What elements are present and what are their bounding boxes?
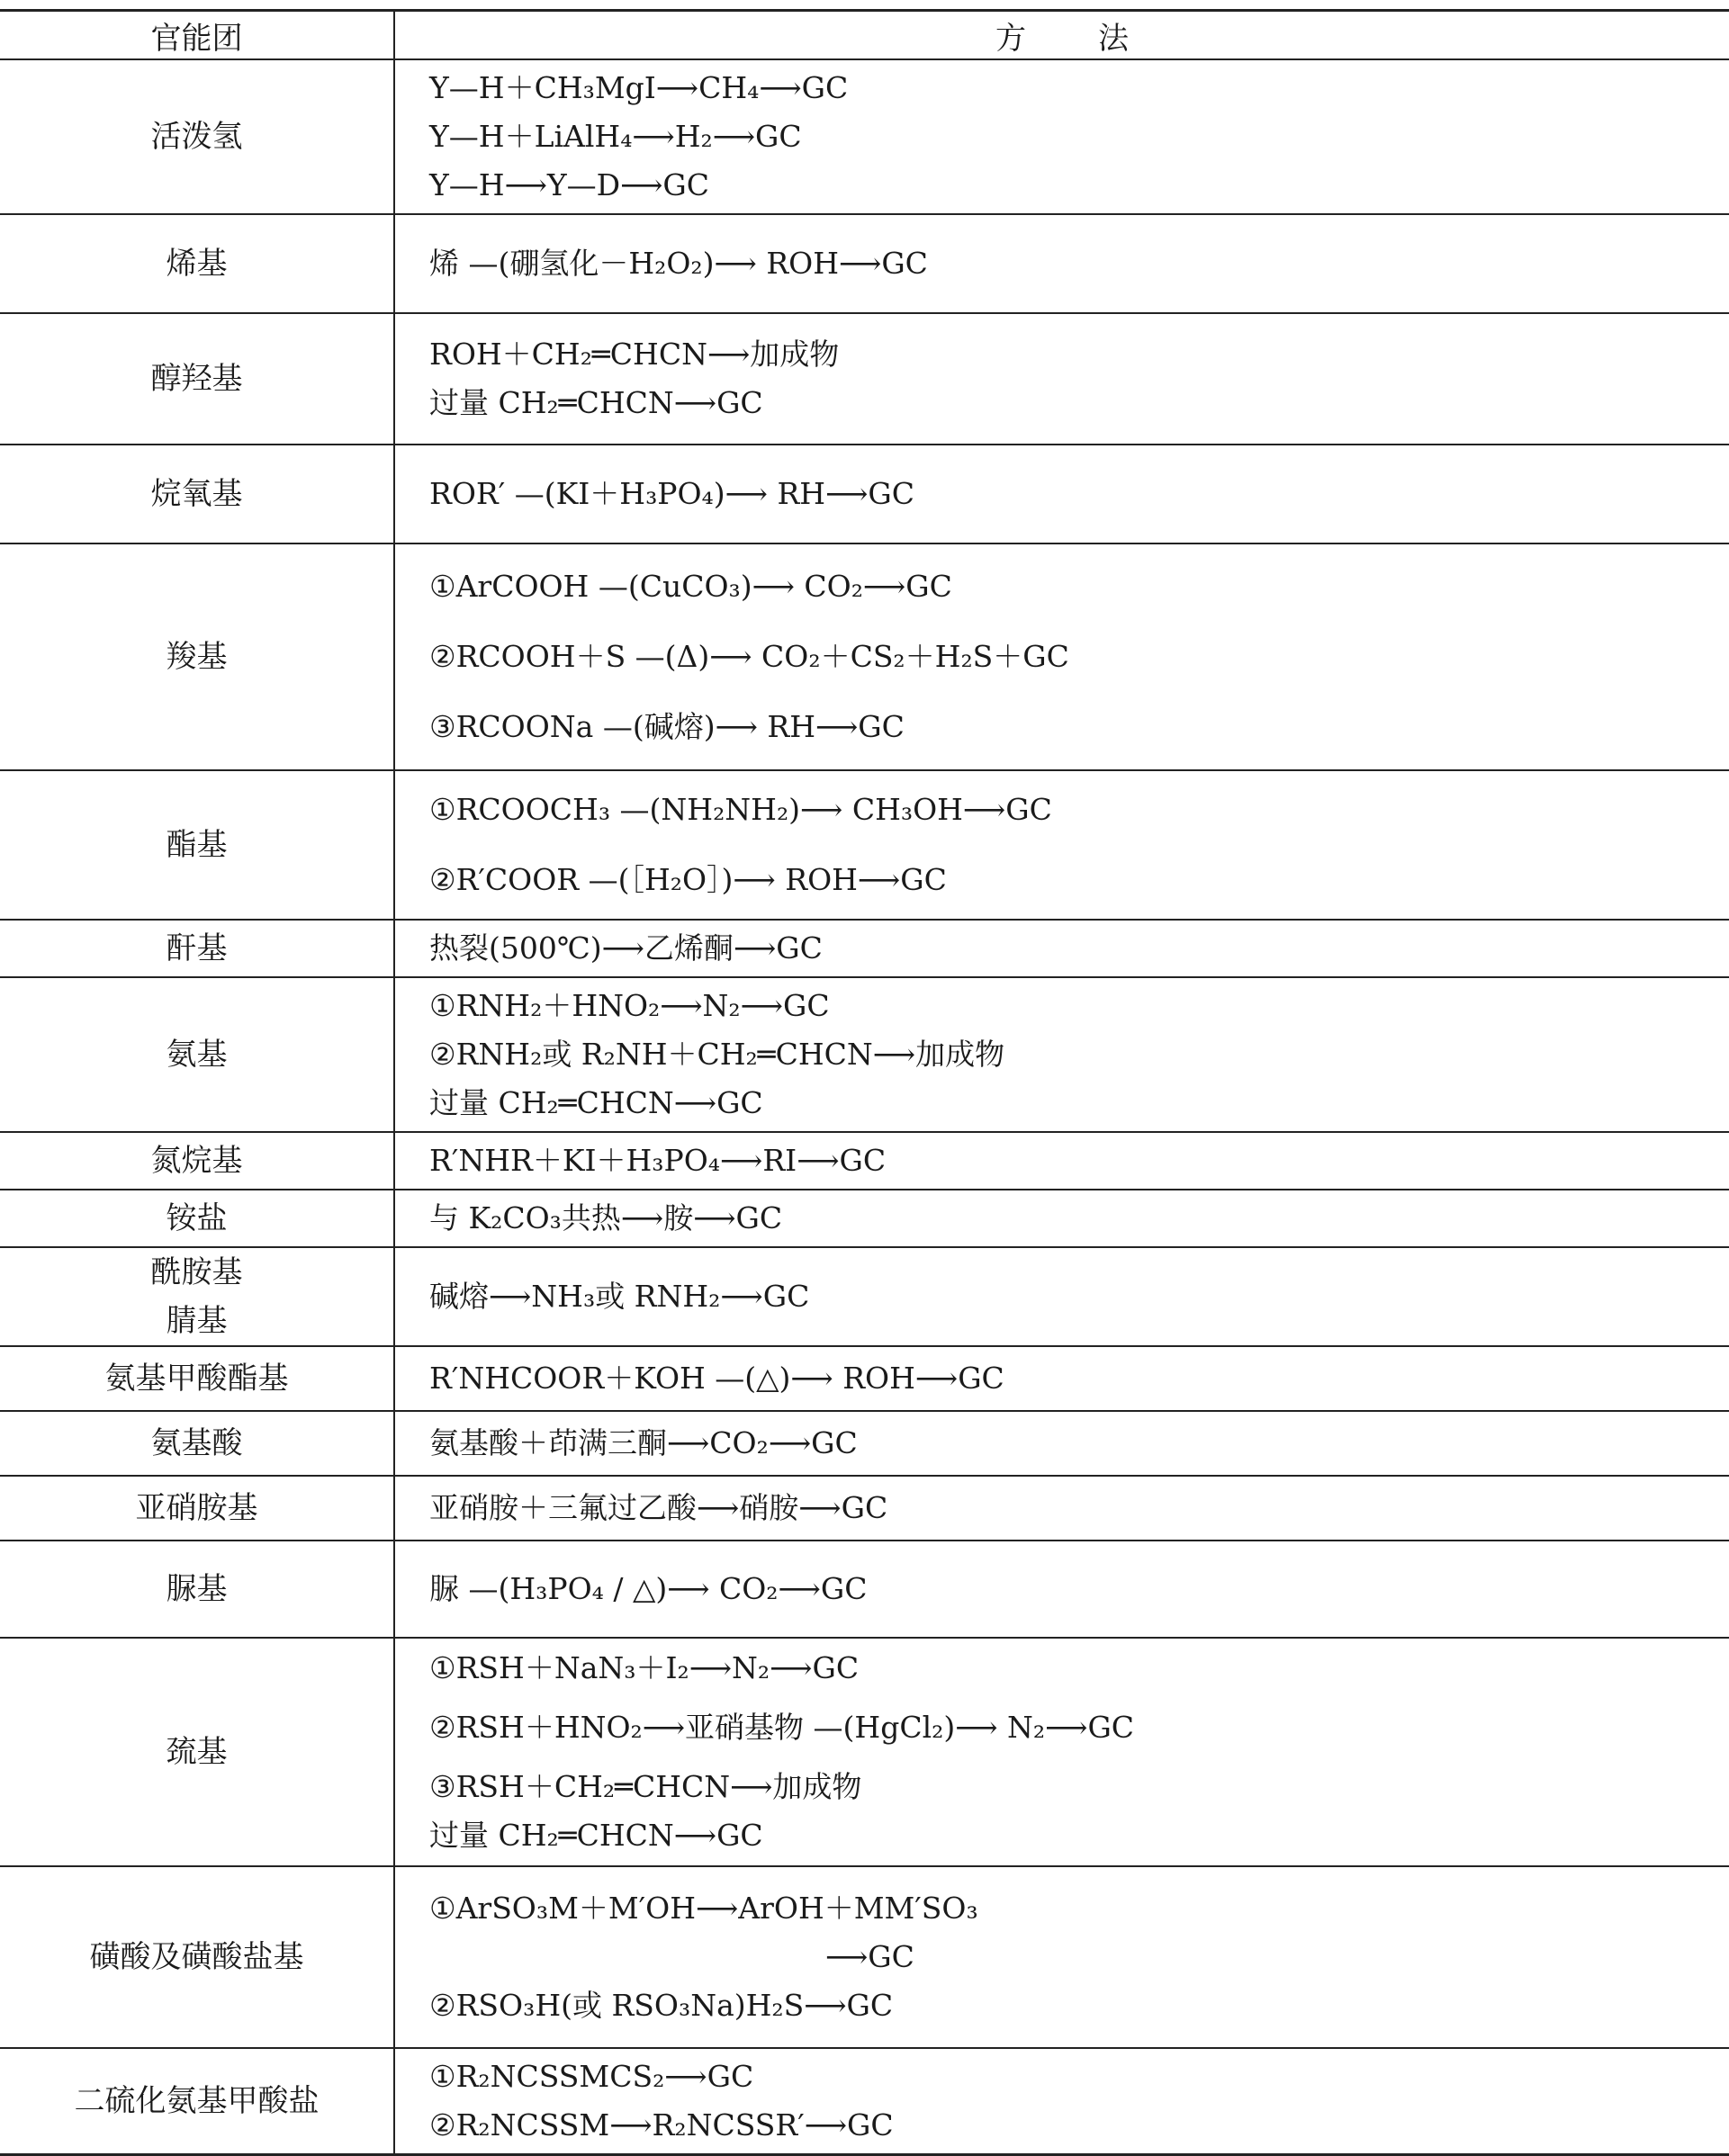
group-name: 羧基 — [0, 543, 394, 770]
table-row — [0, 770, 1729, 920]
table-row — [0, 1411, 1729, 1476]
method-cell — [394, 1190, 1729, 1247]
method-cell — [394, 1346, 1729, 1411]
method-cell — [394, 313, 1729, 445]
table-row — [0, 977, 1729, 1132]
table-row — [0, 445, 1729, 543]
method-cell — [394, 214, 1729, 313]
method-cell — [394, 1247, 1729, 1346]
group-name: 烯基 — [0, 214, 394, 313]
method-line: 碱熔⟶NH₃或 RNH₂⟶GC — [429, 1279, 810, 1314]
table-row — [0, 1247, 1729, 1346]
method-line: ⟶GC — [825, 1939, 914, 1974]
group-name: 氮烷基 — [0, 1132, 394, 1190]
method-line: ①R₂NCSSMCS₂⟶GC — [429, 2059, 754, 2094]
method-cell — [394, 543, 1729, 770]
table-row — [0, 1346, 1729, 1411]
method-line: ①ArCOOH —(CuCO₃)⟶ CO₂⟶GC — [429, 569, 952, 604]
group-name: 氨基 — [0, 977, 394, 1132]
table-row — [0, 313, 1729, 445]
group-name: 酰胺基 腈基 — [0, 1247, 394, 1346]
method-cell — [394, 1541, 1729, 1638]
group-name: 酯基 — [0, 770, 394, 920]
table-row — [0, 1866, 1729, 2048]
method-line: ③RCOONa —(碱熔)⟶ RH⟶GC — [429, 709, 905, 744]
method-line: R′NHR＋KI＋H₃PO₄⟶RI⟶GC — [429, 1143, 887, 1178]
group-name: 醇羟基 — [0, 313, 394, 445]
method-line: Y—H⟶Y—D⟶GC — [429, 167, 710, 202]
table-row — [0, 2048, 1729, 2155]
method-line: ②RNH₂或 R₂NH＋CH₂═CHCN⟶加成物 — [429, 1037, 1005, 1072]
method-line: ②RCOOH＋S —(Δ)⟶ CO₂＋CS₂＋H₂S＋GC — [429, 639, 1069, 674]
group-name: 脲基 — [0, 1541, 394, 1638]
functional-group-methods-table — [0, 9, 1729, 2156]
table-row — [0, 1190, 1729, 1247]
table-row — [0, 1541, 1729, 1638]
method-cell — [394, 977, 1729, 1132]
method-line: 亚硝胺＋三氟过乙酸⟶硝胺⟶GC — [429, 1490, 888, 1525]
table-row — [0, 543, 1729, 770]
method-cell — [394, 2048, 1729, 2155]
method-cell — [394, 59, 1729, 214]
table-row — [0, 1476, 1729, 1541]
method-line: 烯 —(硼氢化－H₂O₂)⟶ ROH⟶GC — [429, 246, 928, 281]
method-line: 脲 —(H₃PO₄ / △)⟶ CO₂⟶GC — [429, 1571, 868, 1606]
method-line: 热裂(500℃)⟶乙烯酮⟶GC — [429, 930, 823, 966]
group-name: 酐基 — [0, 920, 394, 977]
method-line: ①ArSO₃M＋M′OH⟶ArOH＋MM′SO₃ — [429, 1891, 978, 1926]
method-line: ③RSH＋CH₂═CHCN⟶加成物 — [429, 1769, 862, 1804]
header-row — [0, 11, 1729, 60]
group-name: 烷氧基 — [0, 445, 394, 543]
group-name: 氨基甲酸酯基 — [0, 1346, 394, 1411]
table-row — [0, 1638, 1729, 1866]
method-line: 过量 CH₂═CHCN⟶GC — [429, 385, 763, 420]
group-name: 磺酸及磺酸盐基 — [0, 1866, 394, 2048]
method-line: ①RCOOCH₃ —(NH₂NH₂)⟶ CH₃OH⟶GC — [429, 792, 1052, 827]
method-line: ROH＋CH₂═CHCN⟶加成物 — [429, 337, 840, 372]
method-line: ②RSH＋HNO₂⟶亚硝基物 —(HgCl₂)⟶ N₂⟶GC — [429, 1710, 1135, 1745]
group-name: 亚硝胺基 — [0, 1476, 394, 1541]
method-line: R′NHCOOR＋KOH —(△)⟶ ROH⟶GC — [429, 1361, 1004, 1396]
method-line: ②R′COOR —(［H₂O］)⟶ ROH⟶GC — [429, 862, 947, 897]
group-name: 铵盐 — [0, 1190, 394, 1247]
group-name: 二硫化氨基甲酸盐 — [0, 2048, 394, 2155]
table-row — [0, 1132, 1729, 1190]
method-cell — [394, 1476, 1729, 1541]
method-cell — [394, 1638, 1729, 1866]
method-line: ①RSH＋NaN₃＋I₂⟶N₂⟶GC — [429, 1650, 860, 1685]
method-line: 与 K₂CO₃共热⟶胺⟶GC — [429, 1200, 783, 1235]
method-cell — [394, 770, 1729, 920]
method-cell — [394, 1411, 1729, 1476]
method-line: 过量 CH₂═CHCN⟶GC — [429, 1818, 763, 1853]
method-line: 过量 CH₂═CHCN⟶GC — [429, 1085, 763, 1120]
method-line: Y—H＋CH₃MgI⟶CH₄⟶GC — [429, 70, 849, 105]
table-row — [0, 920, 1729, 977]
method-line: ②RSO₃H(或 RSO₃Na)H₂S⟶GC — [429, 1988, 894, 2023]
method-line: ROR′ —(KI＋H₃PO₄)⟶ RH⟶GC — [429, 476, 915, 511]
method-cell — [394, 1132, 1729, 1190]
method-line: ①RNH₂＋HNO₂⟶N₂⟶GC — [429, 988, 830, 1023]
group-name: 氨基酸 — [0, 1411, 394, 1476]
table-row — [0, 214, 1729, 313]
method-line: ②R₂NCSSM⟶R₂NCSSR′⟶GC — [429, 2107, 894, 2143]
table-row — [0, 59, 1729, 214]
method-cell — [394, 920, 1729, 977]
method-cell — [394, 445, 1729, 543]
method-line: Y—H＋LiAlH₄⟶H₂⟶GC — [429, 119, 802, 154]
method-line: 氨基酸＋茚满三酮⟶CO₂⟶GC — [429, 1425, 858, 1460]
group-name: 巯基 — [0, 1638, 394, 1866]
header-method: 方法 — [995, 20, 1201, 57]
method-cell — [394, 1866, 1729, 2048]
header-group: 官能团 — [0, 11, 394, 60]
group-name: 活泼氢 — [0, 59, 394, 214]
